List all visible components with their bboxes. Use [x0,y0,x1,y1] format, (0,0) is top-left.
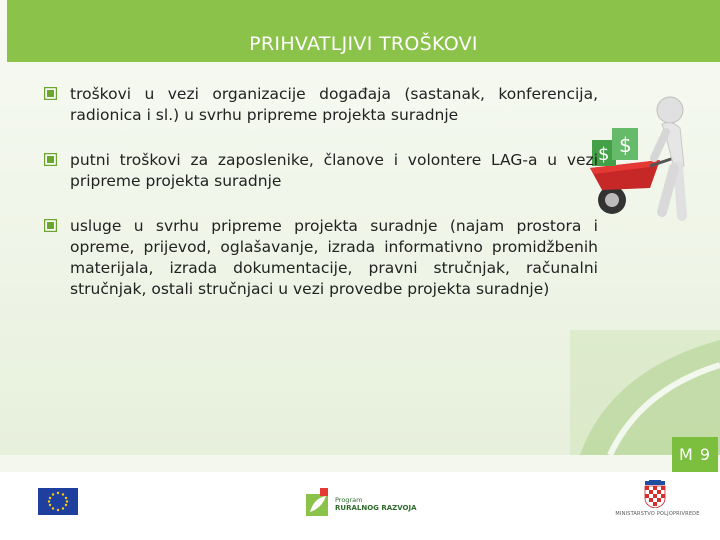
svg-text:$: $ [619,133,632,157]
bullet-list [44,84,598,324]
checkbox-bullet-icon [44,153,57,166]
wheelbarrow-illustration [582,88,702,228]
program-line1: Program [335,496,363,504]
bullet-text: putni troškovi za zaposlenike, članove i volontere LAG-a u vezi pripreme projekta suradnje [70,151,598,190]
list-item [44,84,598,126]
list-item [44,150,598,192]
eu-flag-icon [38,488,78,515]
rural-program-label [335,496,416,512]
svg-text:$: $ [598,144,610,165]
checkbox-bullet-icon [44,219,57,232]
list-item [44,216,598,300]
title-bar [7,0,720,62]
slide-number-badge: M 9 [672,437,718,472]
page-title: PRIHVATLJIVI TROŠKOVI [249,33,478,55]
checkbox-bullet-icon [44,87,57,100]
bullet-text: troškovi u vezi organizacije događaja (sastanak, konferencija, radionica i sl.) u svrhu pripreme projekta suradnje [70,85,598,124]
bullet-text: usluge u svrhu pripreme projekta suradnje (najam prostora i opreme, prijevod, oglašavanje, izrada informativno promidžbenih materijala, izrada dokumentacije, pravni stručnjak, računalni stručnjak, ostali stručnjaci u vezi provedbe projekta suradnje) [70,217,598,298]
program-line2: RURALNOG RAZVOJA [335,504,417,512]
croatian-coat-of-arms-icon [644,480,666,508]
ministry-label: MINISTARSTVO POLJOPRIVREDE [615,511,700,517]
